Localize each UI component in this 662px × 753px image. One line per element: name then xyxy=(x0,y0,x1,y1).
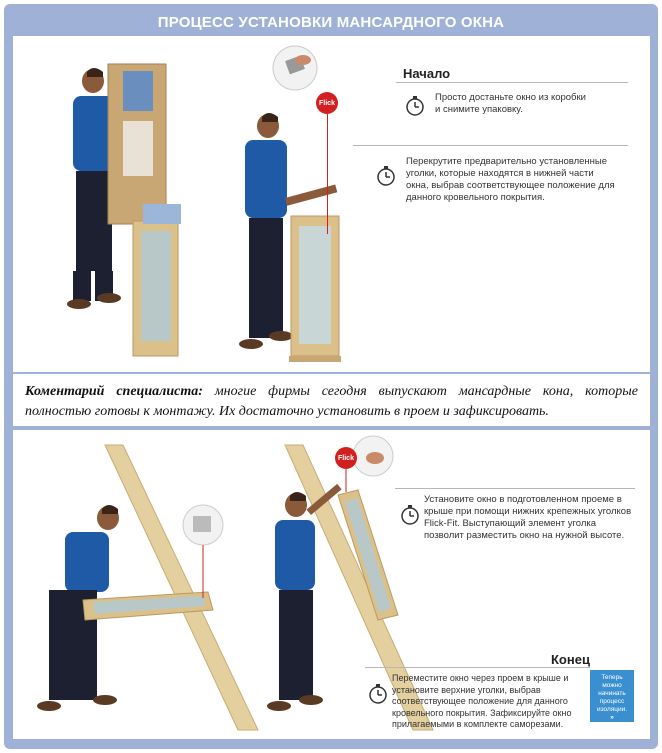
step-end-title: Конец xyxy=(551,652,590,667)
window-box xyxy=(108,64,181,356)
flick-pointer-line xyxy=(327,114,328,234)
flick-badge: Flick xyxy=(316,92,338,114)
step-4-text: Переместите окно через проем в крыше и установите верхние уголки, выбрав соответствующее положение для данного кровельного покрытия. Зафиксируйте окно прилагаемыми в комплекте саморезами. xyxy=(392,673,572,729)
step-3-top-divider xyxy=(395,488,635,489)
comment-lead: Коментарий специалиста: xyxy=(25,384,203,399)
top-panel xyxy=(13,36,650,372)
bracket-detail-bottom xyxy=(183,505,223,545)
step-1-text: Просто достаньте окно из коробки и снимите упаковку. xyxy=(435,92,586,115)
bracket-detail xyxy=(273,46,317,90)
rafter-beam-left xyxy=(105,445,258,730)
chevron-right-icon: » xyxy=(610,714,614,721)
step-1-divider xyxy=(353,145,628,146)
step-2-text: Перекрутите предварительно установленные уголки, которые находятся в нижней части окна, выбрав соответствующее положение для данного кровельного покрытия. xyxy=(406,156,615,203)
next-insulation-button[interactable]: Теперь можно начинать процесс изоляции. » xyxy=(590,670,634,722)
page-title: ПРОЦЕСС УСТАНОВКИ МАНСАРДНОГО ОКНА xyxy=(157,13,505,31)
expert-comment xyxy=(13,372,650,428)
stopwatch-icon xyxy=(375,164,397,186)
step-end-divider xyxy=(365,667,590,668)
window-frame xyxy=(289,216,341,362)
stopwatch-icon xyxy=(367,682,389,704)
comment-text: многие фирмы сегодня выпускают мансардные кона, которые полностью готовы к монтажу. Их достаточно установить в проем и зафиксировать. xyxy=(25,384,638,419)
stopwatch-icon xyxy=(399,503,421,525)
top-illustration xyxy=(13,36,650,372)
step-start-divider xyxy=(396,82,628,83)
bracket-detail-top xyxy=(353,436,393,476)
bottom-panel xyxy=(13,430,650,739)
step-3-text: Установите окно в подготовленном проеме в крыше при помощи нижних крепежных уголков Flick-Fit. Выступающий элемент уголка позволит разместить окно на нужной высоте. xyxy=(424,494,632,541)
step-start-title: Начало xyxy=(403,66,451,81)
flick-badge: Flick xyxy=(335,447,357,469)
stopwatch-icon xyxy=(404,94,426,116)
